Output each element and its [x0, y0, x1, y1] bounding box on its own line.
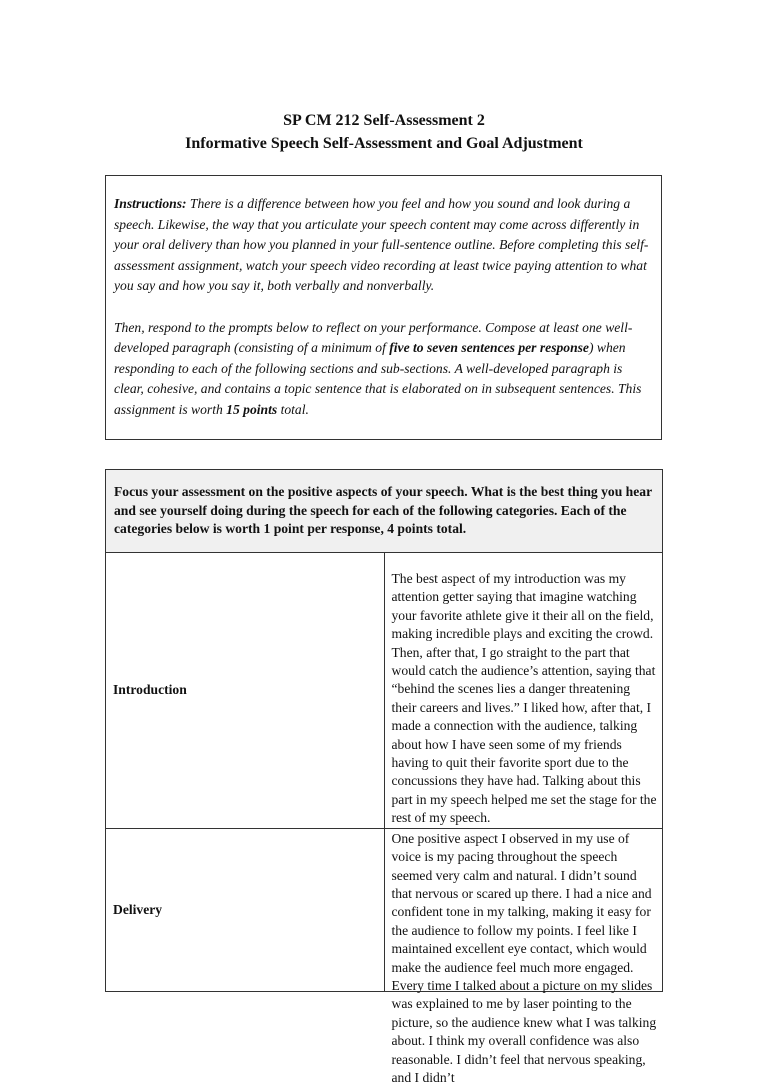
response-introduction: The best aspect of my introduction was my attention getter saying that imagine watching your favorite athlete give it their all on the field, making incredible plays and exciting the crowd. Then, after that, I go straight to the part that would catch the audience’s attention, saying that “behind the scenes lies a danger threatening their careers and lives.” I liked how, after that, I made a connection with the audience, talking about how I have seen some of my friends having to quit their favorite sport due to the concussions they have had. Talking about this part in my speech helped me set the stage for the rest of my speech. — [384, 553, 663, 829]
instructions-text-2a: Then, respond to the prompts below to reflect on your performance. Compose at least one well-developed paragraph (consisting of a minimum of — [114, 319, 633, 356]
table-row — [106, 828, 663, 991]
instructions-text-2b: ) when responding to each of the following sections and sub-sections. A well-developed paragraph is clear, cohesive, and contains a topic sentence that is elaborated on in subsequent sentences. This assignment is worth — [114, 340, 642, 417]
instructions-text-2c: total. — [277, 401, 309, 417]
instructions-paragraph-1 — [114, 194, 653, 297]
instructions-box — [105, 175, 662, 440]
instructions-text-1: There is a difference between how you feel and how you sound and look during a speech. Likewise, the way that you articulate your speech content may come across differently in your oral delivery than how you planned in your full-sentence outline. Before completing this self-assessment assignment, watch your speech video recording at least twice paying attention to what you say and how you say it, both verbally and nonverbally. — [114, 196, 649, 294]
document-title-line1: SP CM 212 Self-Assessment 2 — [283, 112, 485, 129]
category-delivery: Delivery — [106, 828, 385, 991]
category-introduction: Introduction — [106, 553, 385, 829]
assessment-heading-row — [106, 470, 663, 553]
response-delivery: One positive aspect I observed in my use of voice is my pacing throughout the speech seemed very calm and natural. I didn’t sound that nervous or scared up there. I had a nice and confident tone in my talking, making it easy for the audience to follow my points. I feel like I maintained excellent eye contact, which would make the audience feel much more engaged. Every time I talked about a picture on my slides was explained to me by laser pointing to the picture, so the audience knew what I was talking about. I think my overall confidence was also reasonable. I didn’t feel that nervous speaking, and I didn’t — [391, 830, 657, 1085]
instructions-emphasis-points: 15 points — [226, 401, 278, 417]
assessment-heading: Focus your assessment on the positive aspects of your speech. What is the best thing you hear and see yourself doing during the speech for each of the following categories. Each of the categories below is worth 1 point per response, 4 points total. — [106, 470, 663, 553]
response-delivery-cell — [384, 828, 663, 1085]
instructions-label: Instructions: — [114, 196, 187, 211]
table-row — [106, 553, 663, 829]
document-title-line2: Informative Speech Self-Assessment and Goal Adjustment — [185, 135, 583, 152]
instructions-emphasis-sentences: five to seven sentences per response — [389, 340, 589, 356]
instructions-paragraph-2 — [114, 318, 653, 421]
assessment-table — [105, 469, 663, 1085]
